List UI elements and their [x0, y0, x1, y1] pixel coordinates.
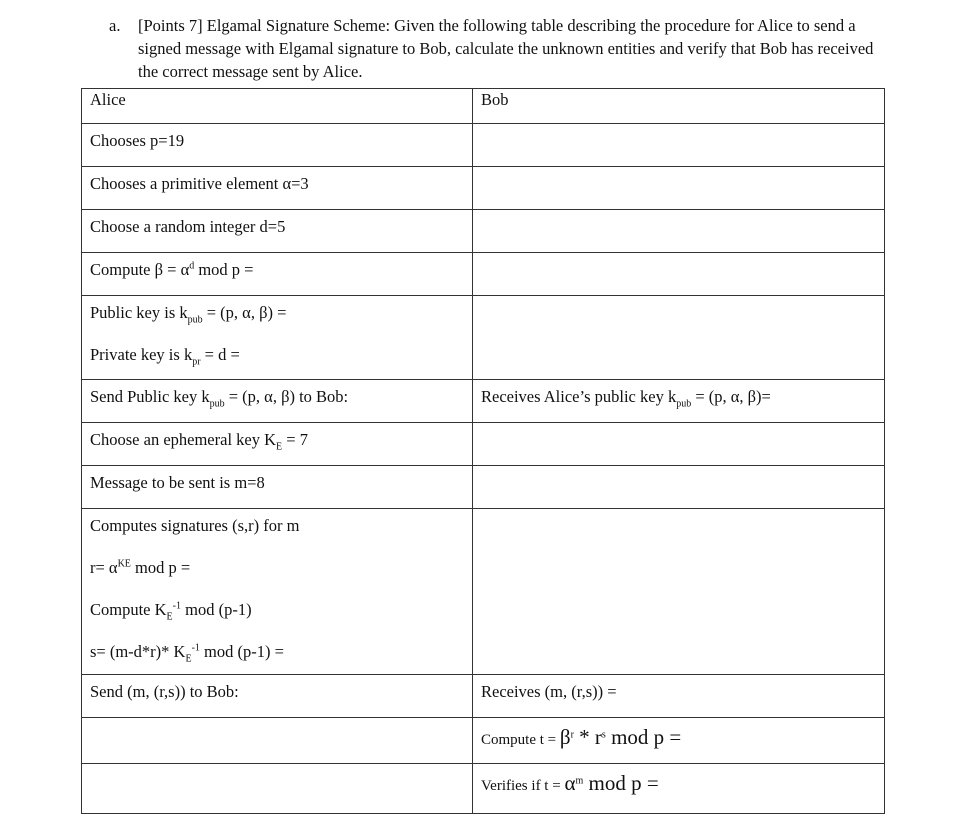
alice-cell — [82, 466, 473, 509]
cell-line — [481, 725, 876, 750]
text-segment: pub — [209, 398, 225, 410]
text-segment: s= (m-d*r)* K — [90, 642, 186, 661]
text-segment: Send Public key k — [90, 387, 210, 406]
cell-line — [90, 387, 464, 409]
text-segment: β — [559, 725, 571, 749]
cell-line — [90, 600, 464, 642]
bob-cell — [473, 509, 885, 675]
cell-line — [90, 516, 464, 558]
cell-line — [481, 387, 876, 409]
alice-cell — [82, 764, 473, 814]
bob-cell — [473, 210, 885, 253]
text-segment: E — [166, 611, 173, 623]
elgamal-table — [81, 88, 885, 814]
text-segment: Chooses p=19 — [90, 131, 185, 150]
text-segment: mod p = — [194, 260, 254, 279]
bob-cell — [473, 423, 885, 466]
alice-cell — [82, 718, 473, 764]
bob-cell — [473, 675, 885, 718]
header-bob: Bob — [473, 89, 885, 124]
alice-cell — [82, 509, 473, 675]
bob-cell — [473, 380, 885, 423]
alice-cell — [82, 210, 473, 253]
text-segment: pub — [187, 314, 203, 326]
bob-cell — [473, 296, 885, 380]
table-row — [82, 466, 885, 509]
text-segment: -1 — [172, 600, 181, 612]
header-alice: Alice — [82, 89, 473, 124]
text-segment: Verifies if t = — [481, 778, 565, 794]
bob-cell — [473, 253, 885, 296]
table-row — [82, 124, 885, 167]
alice-cell — [82, 253, 473, 296]
alice-cell — [82, 675, 473, 718]
text-segment: = (p, α, β) = — [202, 303, 287, 322]
table-row — [82, 509, 885, 675]
table-row — [82, 296, 885, 380]
question — [109, 14, 889, 83]
text-segment: pr — [192, 356, 201, 368]
text-segment: mod p = — [130, 558, 191, 577]
cell-line — [90, 682, 464, 702]
text-segment: r — [570, 729, 574, 741]
bob-cell — [473, 167, 885, 210]
text-segment: KE — [117, 558, 131, 570]
text-segment: = d = — [200, 345, 240, 364]
text-segment: mod (p-1) — [181, 600, 252, 619]
text-segment: mod p = — [583, 771, 659, 795]
table-row — [82, 380, 885, 423]
table-row — [82, 253, 885, 296]
text-segment: s — [601, 729, 606, 741]
text-segment: Compute K — [90, 600, 167, 619]
alice-cell — [82, 380, 473, 423]
alice-cell — [82, 423, 473, 466]
bob-cell — [473, 466, 885, 509]
text-segment: mod (p-1) = — [199, 642, 284, 661]
text-segment: Compute t = — [481, 732, 560, 748]
text-segment: = 7 — [282, 430, 308, 449]
text-segment: = (p, α, β)= — [691, 387, 771, 406]
table-row — [82, 167, 885, 210]
cell-line — [481, 682, 876, 702]
cell-line — [481, 771, 876, 796]
bob-cell — [473, 718, 885, 764]
text-segment: pub — [676, 398, 692, 410]
text-segment: Receives (m, (r,s)) = — [481, 682, 617, 701]
text-segment: Public key is k — [90, 303, 188, 322]
text-segment: Compute β = α — [90, 260, 190, 279]
cell-line — [90, 260, 464, 280]
cell-line — [90, 642, 464, 664]
text-segment: α — [564, 771, 576, 795]
cell-line — [90, 174, 464, 194]
cell-line — [90, 345, 464, 367]
text-segment: r= α — [90, 558, 118, 577]
question-label: a. — [109, 16, 121, 35]
bob-cell — [473, 764, 885, 814]
cell-line — [90, 303, 464, 345]
text-segment: Choose an ephemeral key K — [90, 430, 277, 449]
table-row — [82, 210, 885, 253]
text-segment: mod p = — [605, 725, 682, 749]
text-segment: E — [276, 441, 283, 453]
text-segment: = (p, α, β) to Bob: — [224, 387, 349, 406]
text-segment: Choose a random integer d=5 — [90, 217, 286, 236]
cell-line — [90, 558, 464, 600]
text-segment: Message to be sent is m=8 — [90, 473, 265, 492]
text-segment: Chooses a primitive element α=3 — [90, 174, 309, 193]
text-segment: Computes signatures (s,r) for m — [90, 516, 300, 535]
table-row — [82, 718, 885, 764]
text-segment: d — [189, 260, 195, 272]
cell-line — [90, 131, 464, 151]
text-segment: m — [575, 775, 584, 787]
text-segment: Private key is k — [90, 345, 193, 364]
table-row — [82, 764, 885, 814]
header-row — [82, 89, 885, 124]
alice-cell — [82, 167, 473, 210]
text-segment: Send (m, (r,s)) to Bob: — [90, 682, 239, 701]
table-row — [82, 675, 885, 718]
table-row — [82, 423, 885, 466]
bob-cell — [473, 124, 885, 167]
alice-cell — [82, 124, 473, 167]
question-text: [Points 7] Elgamal Signature Scheme: Given the following table describing the procedure for Alice to send a signed message with Elgamal signature to Bob, calculate the unknown entities and verify that Bob has received the correct message sent by Alice. — [138, 16, 874, 81]
cell-line — [90, 430, 464, 452]
cell-line — [90, 473, 464, 493]
text-segment: E — [185, 653, 192, 665]
text-segment: -1 — [191, 642, 200, 654]
text-segment: Receives Alice’s public key k — [481, 387, 677, 406]
text-segment: * r — [573, 725, 602, 749]
alice-cell — [82, 296, 473, 380]
cell-line — [90, 217, 464, 237]
